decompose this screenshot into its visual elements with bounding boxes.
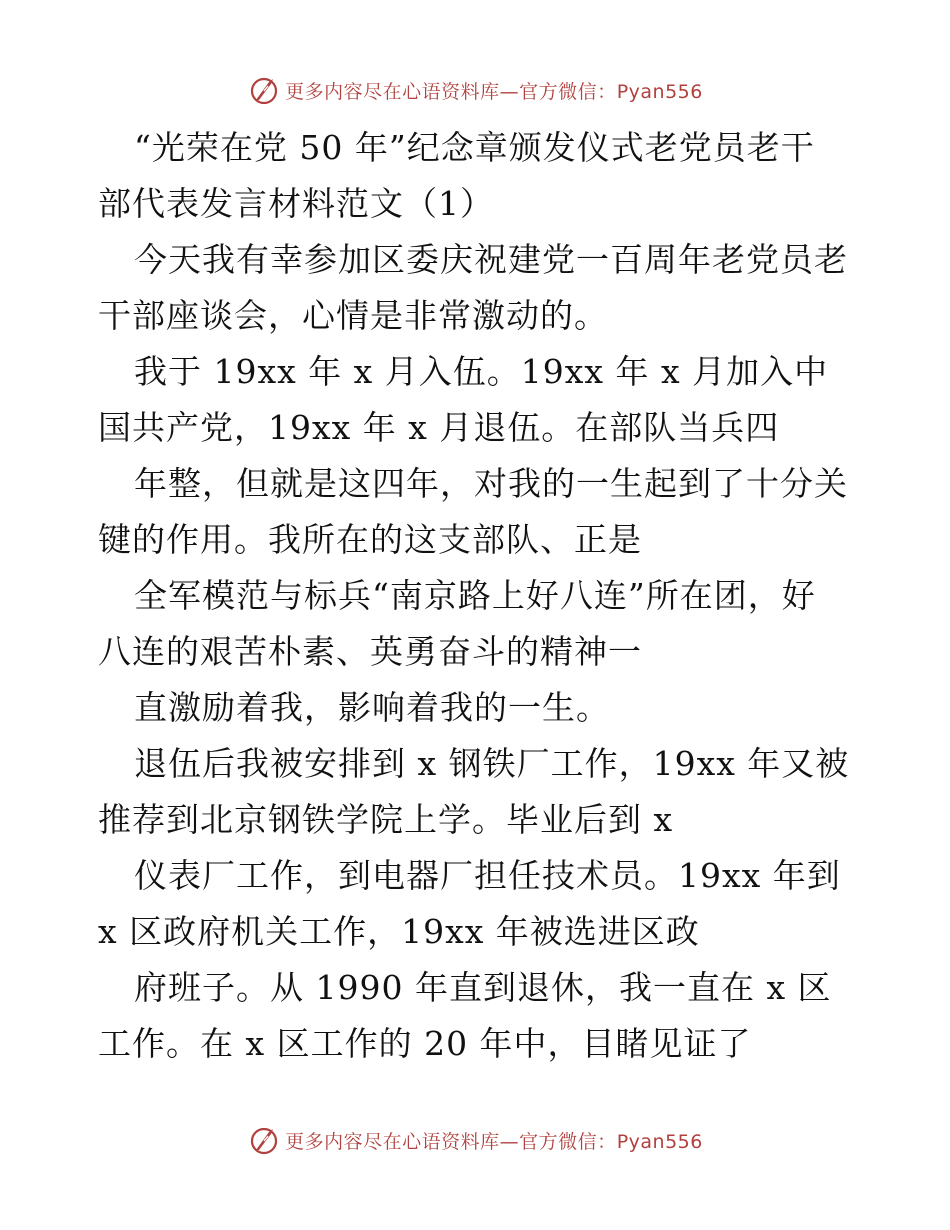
watermark-wechat-label: 官方微信： [519,80,617,103]
header-watermark [0,72,950,108]
document-body [98,120,858,1072]
text-line: 工作。在 x 区工作的 20 年中，目睹见证了 [98,1024,752,1063]
footer-watermark [0,1122,950,1158]
watermark-text [285,77,703,104]
text-line: 今天我有幸参加区委庆祝建党一百周年老党员老 [134,240,848,279]
text-line: 直激励着我，影响着我的一生。 [134,688,610,727]
watermark-site-text: 更多内容尽在心语资料库 [285,80,500,103]
watermark-site-text: 更多内容尽在心语资料库 [285,1130,500,1153]
text-line: 全军模范与标兵“南京路上好八连”所在团，好 [134,576,816,615]
watermark-text [285,1127,703,1154]
watermark-wechat-id: Pyan556 [616,80,703,103]
watermark-wechat-id: Pyan556 [616,1130,703,1153]
text-line: x 区政府机关工作，19xx 年被选进区政 [98,912,700,951]
text-line: 退伍后我被安排到 x 钢铁厂工作，19xx 年又被 [134,744,850,783]
text-line: 年整，但就是这四年，对我的一生起到了十分关 [134,464,848,503]
quill-pen-logo-icon [247,73,281,107]
text-line: 八连的艰苦朴素、英勇奋斗的精神一 [98,632,642,671]
text-line: 部代表发言材料范文（1） [98,184,494,223]
text-line: 府班子。从 1990 年直到退休，我一直在 x 区 [134,968,832,1007]
text-line: 仪表厂工作，到电器厂担任技术员。19xx 年到 [134,856,841,895]
text-line: 干部座谈会，心情是非常激动的。 [98,296,608,335]
watermark-wechat-label: 官方微信： [519,1130,617,1153]
text-line: “光荣在党 50 年”纪念章颁发仪式老党员老干 [134,128,815,167]
text-line: 推荐到北京钢铁学院上学。毕业后到 x [98,800,674,839]
text-line: 我于 19xx 年 x 月入伍。19xx 年 x 月加入中 [134,352,829,391]
text-line: 键的作用。我所在的这支部队、正是 [98,520,642,559]
watermark-separator: — [499,1130,520,1153]
quill-pen-logo-icon [247,1123,281,1157]
watermark-separator: — [499,80,520,103]
text-line: 国共产党，19xx 年 x 月退伍。在部队当兵四 [98,408,780,447]
